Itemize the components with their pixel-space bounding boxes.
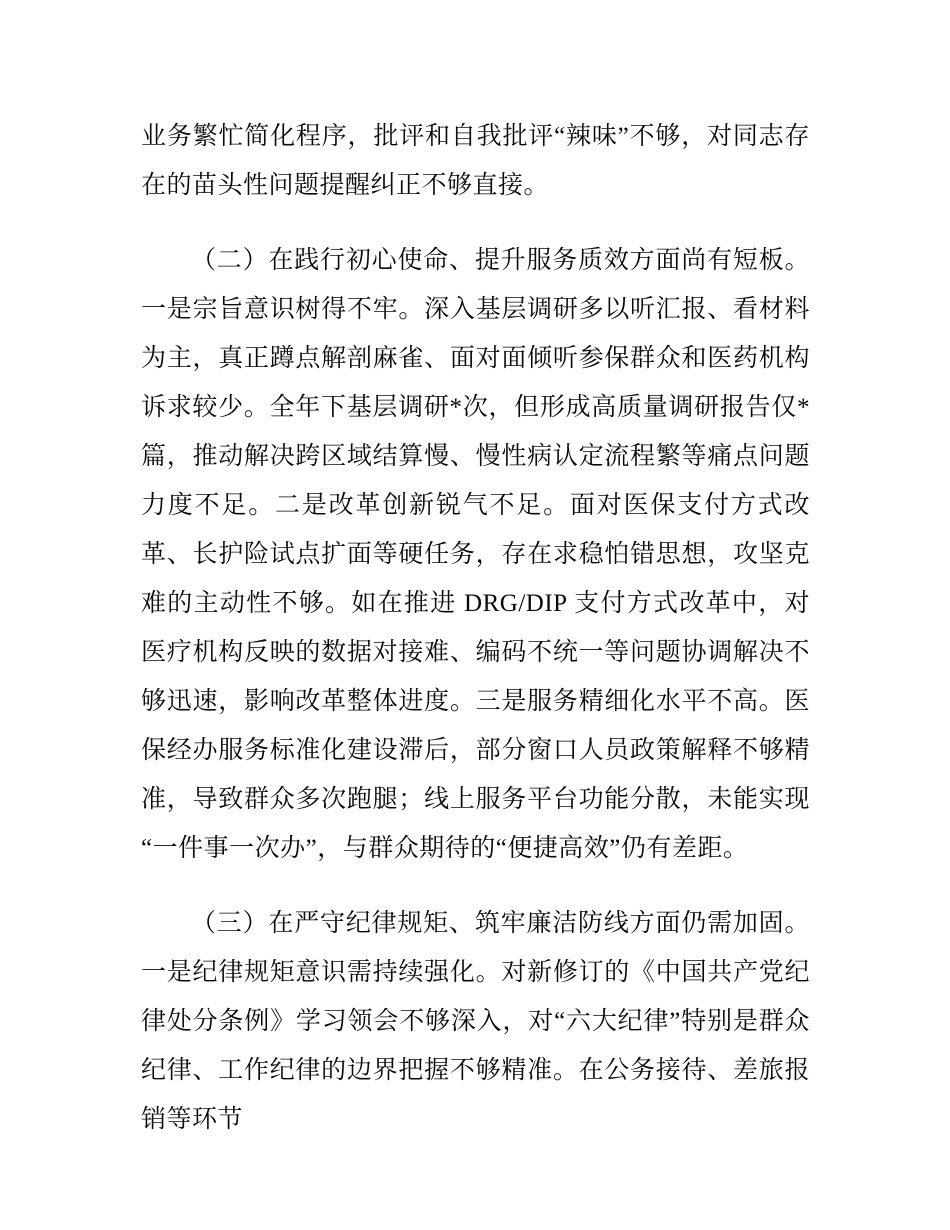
- paragraph-section-3: （三）在严守纪律规矩、筑牢廉洁防线方面仍需加固。一是纪律规矩意识需持续强化。对新修订的《中国共产党纪律处分条例》学习领会不够深入，对“六大纪律”特别是群众纪律、工作纪律的边界把握不够精准。在公务接待、差旅报销等环节: [141, 910, 810, 1133]
- document-body: [141, 112, 810, 1144]
- paragraph-section-2: （二）在践行初心使命、提升服务质效方面尚有短板。一是宗旨意识树得不牢。深入基层调研多以听汇报、看材料为主，真正蹲点解剖麻雀、面对面倾听参保群众和医药机构诉求较少。全年下基层调研*次，但形成高质量调研报告仅*篇，推动解决跨区域结算慢、慢性病认定流程繁等痛点问题力度不足。二是改革创新锐气不足。面对医保支付方式改革、长护险试点扩面等硬任务，存在求稳怕错思想，攻坚克难的主动性不够。如在推进 DRG/DIP 支付方式改革中，对医疗机构反映的数据对接难、编码不统一等问题协调解决不够迅速，影响改革整体进度。三是服务精细化水平不高。医保经办服务标准化建设滞后，部分窗口人员政策解释不够精准，导致群众多次跑腿；线上服务平台功能分散，未能实现“一件事一次办”，与群众期待的“便捷高效”仍有差距。: [141, 247, 810, 862]
- paragraph-continuation: 业务繁忙简化程序，批评和自我批评“辣味”不够，对同志存在的苗头性问题提醒纠正不够直接。: [141, 123, 810, 199]
